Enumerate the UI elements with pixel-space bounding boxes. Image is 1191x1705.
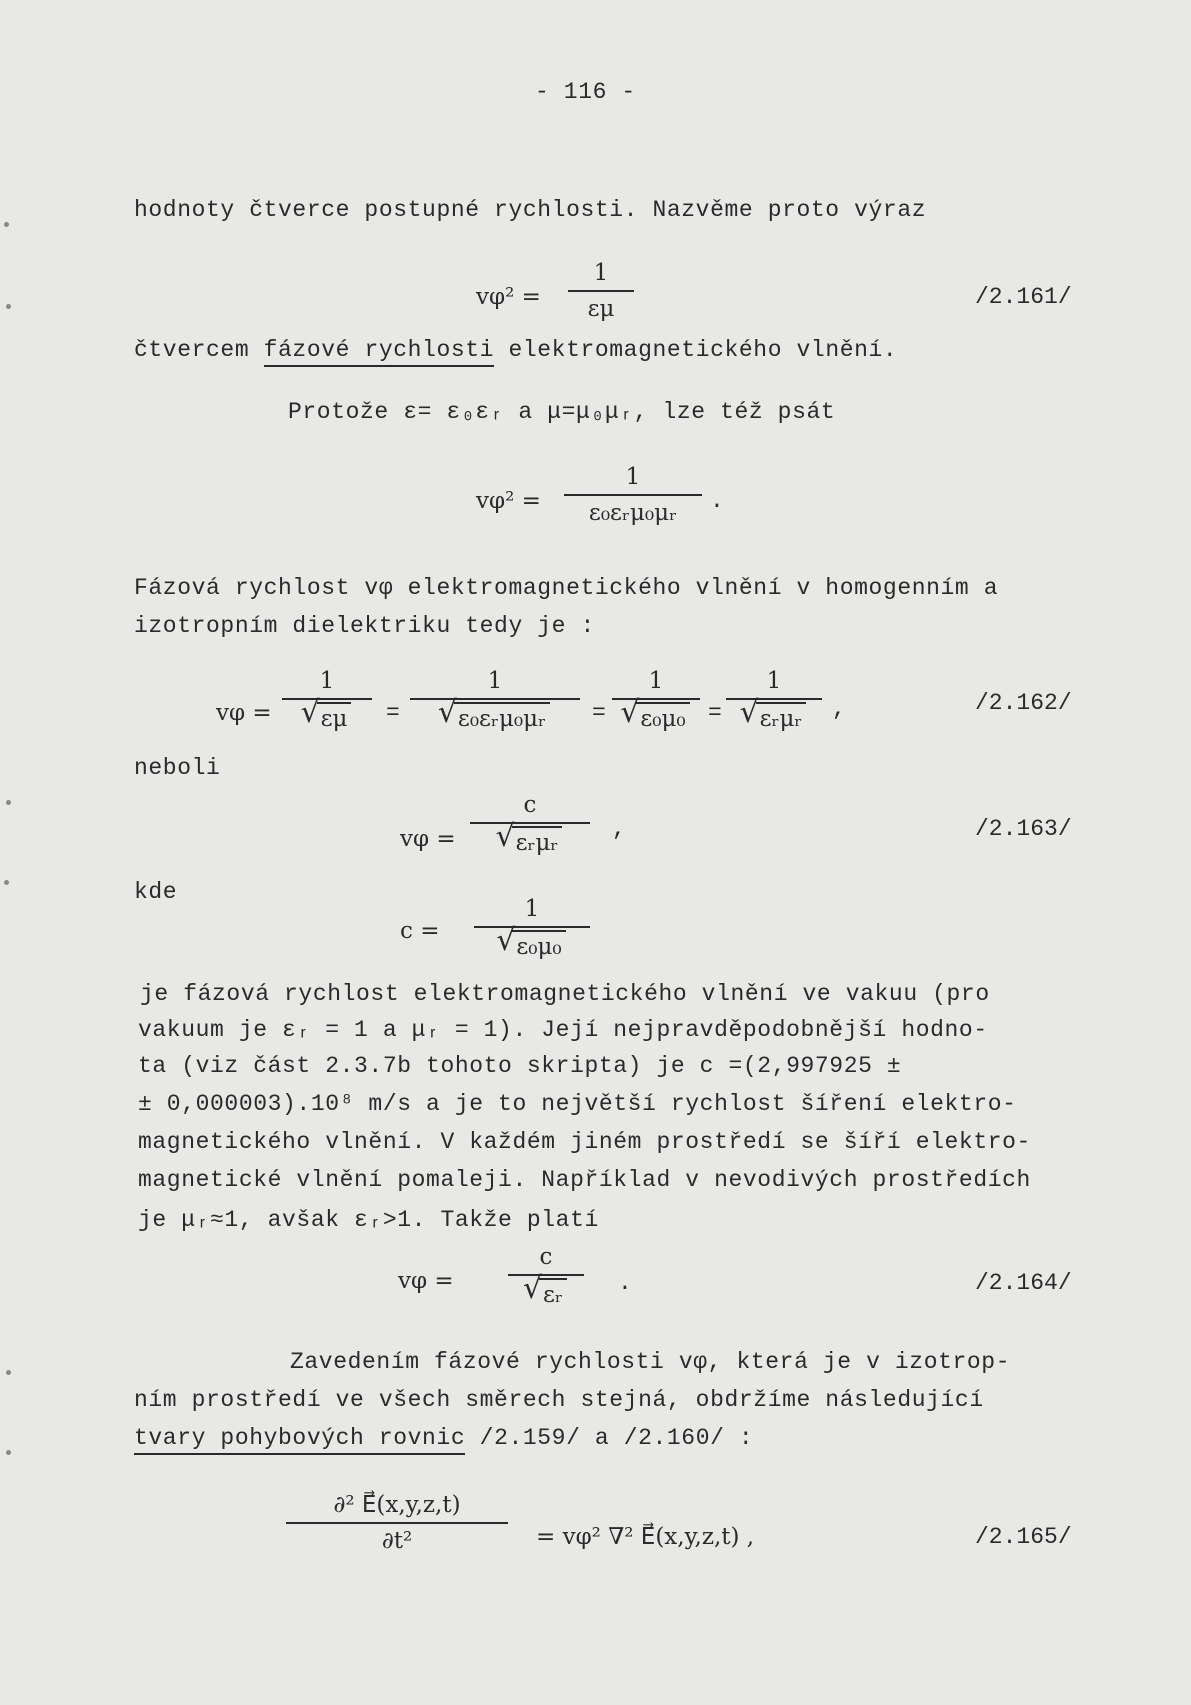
scan-speck [4,880,9,885]
equation-fraction [410,666,580,734]
equation-tail: . [710,488,724,514]
text-span: /2.159/ a /2.160/ : [465,1425,754,1451]
scan-speck [6,800,11,805]
fraction-numerator: 1 [648,668,664,694]
sqrt-radical: √ ε₀μ₀ [512,930,565,962]
sqrt-radical: √ ε₀εᵣμ₀μᵣ [454,702,550,734]
underlined-term: fázové rychlosti [264,337,494,367]
equals-sign: = [708,700,722,726]
scan-speck [6,304,11,309]
fraction-denominator: ε₀εᵣμ₀μᵣ [588,500,678,526]
fraction-numerator: 1 [487,668,503,694]
equation-fraction [568,258,634,324]
paragraph-line: Fázová rychlost vφ elektromagnetického vlnění v homogenním a [134,575,999,601]
paragraph-line: neboli [134,755,221,781]
scan-speck [4,222,9,227]
fraction-bar [286,1522,508,1524]
page-number: - 116 - [535,79,636,105]
equation-fraction [564,462,702,528]
equals-sign: = [386,700,400,726]
fraction-numerator: 1 [593,260,609,286]
fraction-denominator [612,702,700,734]
equation-lhs: vφ = [398,1268,454,1294]
equation-tail: , [832,696,846,722]
equation-lhs: vφ² = [476,488,541,514]
fraction-denominator [282,702,372,734]
equation-fraction [286,1490,508,1556]
equation-tail: , [612,816,626,842]
paragraph-line: hodnoty čtverce postupné rychlosti. Nazvěme proto výraz [134,197,927,223]
equation-lhs: vφ = [400,826,456,852]
fraction-numerator: 1 [524,896,540,922]
equation-fraction [508,1242,584,1310]
fraction-bar [470,822,590,824]
fraction-denominator [474,930,590,962]
paragraph-line: ním prostředí ve všech směrech stejná, obdržíme následující [134,1387,984,1413]
sqrt-radical: √ εᵣμᵣ [756,702,807,734]
paragraph-line: je fázová rychlost elektromagnetického vlnění ve vakuu (pro [140,981,990,1007]
fraction-denominator: ∂t² [381,1528,413,1554]
equation-number: /2.161/ [975,284,1072,310]
text-span: čtvercem [134,337,250,363]
fraction-bar [282,698,372,700]
sqrt-radical: √ ε₀μ₀ [636,702,689,734]
paragraph-line [134,1424,753,1452]
equals-sign: = [592,700,606,726]
paragraph-line: ± 0,000003).10⁸ m/s a je to největší rychlost šíření elektro- [138,1091,1017,1117]
equation-tail: . [618,1270,632,1296]
fraction-denominator [410,702,580,734]
paragraph-line: Protože ε= ε₀εᵣ a μ=μ₀μᵣ, lze též psát [288,399,836,425]
fraction-denominator [508,1278,584,1310]
equation-number: /2.165/ [975,1524,1072,1550]
equation-lhs: c = [400,918,440,944]
fraction-numerator: c [523,792,537,818]
equation-fraction [282,666,372,734]
equation-rhs: = vφ² ∇² E⃗(x,y,z,t) , [536,1524,755,1550]
text-span: elektromagnetického vlnění. [508,337,898,363]
paragraph-line: magnetického vlnění. V každém jiném prostředí se šíří elektro- [138,1129,1031,1155]
sqrt-radical: √ εμ [317,702,352,734]
equation-fraction [612,666,700,734]
paragraph-line [134,336,897,364]
fraction-denominator: εμ [587,296,615,322]
paragraph-line: kde [134,879,178,905]
equation-lhs: vφ² = [476,284,541,310]
fraction-bar [508,1274,584,1276]
fraction-bar [474,926,590,928]
fraction-denominator [470,826,590,858]
equation-number: /2.163/ [975,816,1072,842]
scan-speck [6,1370,11,1375]
equation-fraction [726,666,822,734]
underlined-term: tvary pohybových rovnic [134,1425,465,1455]
fraction-bar [568,290,634,292]
paragraph-line: Zavedením fázové rychlosti vφ, která je v izotrop- [290,1349,1011,1375]
paragraph-line: ta (viz část 2.3.7b tohoto skripta) je c =(2,997925 ± [138,1053,902,1079]
fraction-bar [564,494,702,496]
equation-lhs: vφ = [216,700,272,726]
paragraph-line: je μᵣ≈1, avšak εᵣ>1. Takže platí [138,1207,599,1233]
fraction-bar [410,698,580,700]
paragraph-line: vakuum je εᵣ = 1 a μᵣ = 1). Její nejpravděpodobnější hodno- [138,1017,988,1043]
fraction-numerator: 1 [625,464,641,490]
fraction-numerator: 1 [766,668,782,694]
fraction-denominator [726,702,822,734]
equation-fraction [470,790,590,858]
sqrt-radical: √ εᵣμᵣ [512,826,563,858]
equation-number: /2.162/ [975,690,1072,716]
scan-speck [6,1450,11,1455]
fraction-numerator: 1 [319,668,335,694]
sqrt-radical: √ εᵣ [539,1278,567,1310]
fraction-numerator: ∂² E⃗(x,y,z,t) [333,1492,461,1518]
fraction-numerator: c [539,1244,553,1270]
equation-number: /2.164/ [975,1270,1072,1296]
equation-fraction [474,894,590,962]
paragraph-line: izotropním dielektriku tedy je : [134,613,595,639]
paragraph-line: magnetické vlnění pomaleji. Například v nevodivých prostředích [138,1167,1031,1193]
